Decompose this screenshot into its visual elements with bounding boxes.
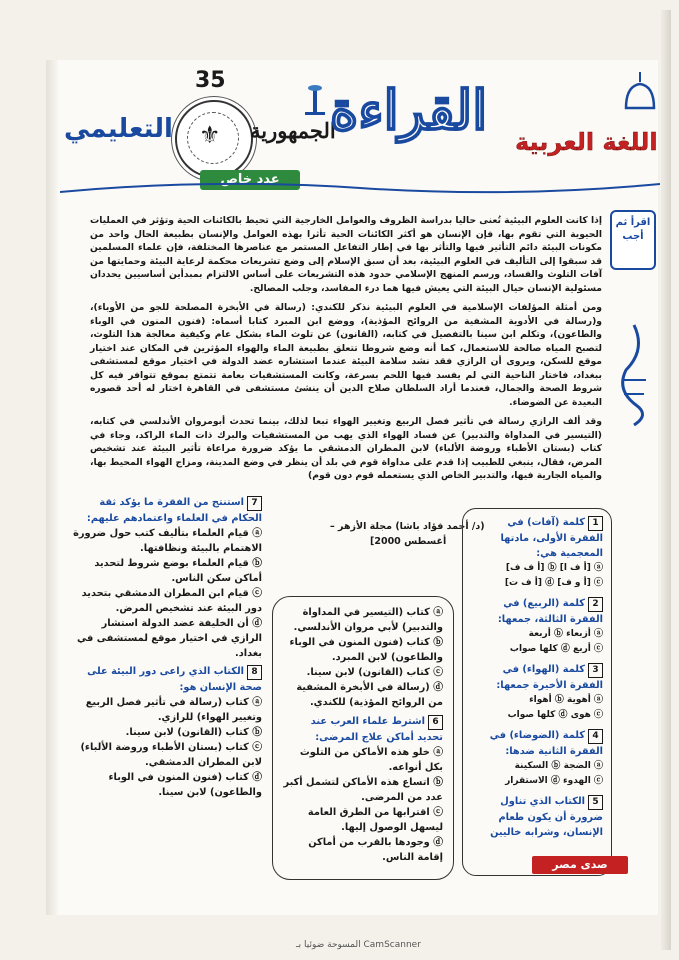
q1-option-d[interactable]: أ ف ت <box>508 578 538 588</box>
questions-left-column: 7استنتج من الفقرة ما يؤكد ثقة الحكام في العلماء واعتمادهم عليهم: ⓐ قيام العلماء بتأليف كتب حول ضرورة الاهتمام بالبيئة ونظافتها. ⓑ قيام العلماء بوضع شروط لتحديد أماكن سكن الناس. ⓒ قيام ابن المطران الدمشقي بتحديد دور البيئة عند تشخيص المرض. ⓓ أن الخليفة عضد الدولة استشار الرازي في اختيار موقع لمستشفى في بغداد. 8الكتاب الذي راعى دور البيئة على صحة الإنسان هو: ⓐ كتاب (رسالة في تأثير فصل الربيع وتغيير الهواء) للرازي. ⓑ كتاب (القانون) لابن سينا. ⓒ كتاب (بستان الأطباء وروضة الألباء) لابن المطران الدمشقي. ⓓ كتاب (فنون المنون في الوباء والطاعون) لابن سينا. <box>73 497 262 798</box>
question-number: 2 <box>588 597 603 612</box>
q8-option-c[interactable]: كتاب (بستان الأطباء وروضة الألباء) لابن المطران الدمشقي. <box>80 742 262 768</box>
q5-option-a[interactable]: كتاب (التيسير في المداواة والتدبير) لأبي مروان الأندلسي. <box>293 607 443 633</box>
q2-option-d[interactable]: كلها صواب <box>509 644 558 654</box>
ministry-seal-icon: ⚜ <box>175 100 253 178</box>
question-number: 4 <box>588 729 603 744</box>
q5-option-c[interactable]: كتاب (القانون) لابن سينا. <box>306 667 430 678</box>
masthead <box>60 60 660 195</box>
question-number: 1 <box>588 516 603 531</box>
q3-option-b[interactable]: أهواء <box>529 695 552 705</box>
edition-title: التعليمي <box>64 114 173 144</box>
q8-option-b[interactable]: كتاب (القانون) لابن سينا. <box>125 727 249 738</box>
q5-option-b[interactable]: كتاب (فنون المنون في الوباء والطاعون) لابن المبرد. <box>289 637 443 663</box>
q8-option-a[interactable]: كتاب (رسالة في تأثير فصل الربيع وتغيير الهواء) للرازي. <box>85 697 262 723</box>
question-2-text: كلمة (الربيع) في الفقرة الثالثة، جمعها: <box>497 598 603 625</box>
q6-option-d[interactable]: وجودها بالقرب من أماكن إقامة الناس. <box>308 837 443 863</box>
subject-language: اللغة العربية <box>515 128 658 156</box>
q6-option-a[interactable]: خلو هذه الأماكن من التلوث بكل أنواعه. <box>299 747 443 773</box>
q7-option-c[interactable]: قيام ابن المطران الدمشقي بتحديد دور البيئة عند تشخيص المرض. <box>81 588 262 614</box>
question-7-text: استنتج من الفقرة ما يؤكد ثقة الحكام في العلماء واعتمادهم عليهم: <box>86 497 262 524</box>
q1-option-c[interactable]: أ و ف <box>561 578 587 588</box>
q8-option-d[interactable]: كتاب (فنون المنون في الوباء والطاعون) لابن سينا. <box>108 772 262 798</box>
q7-option-d[interactable]: أن الخليفة عضد الدولة استشار الرازي في اختيار موقع لمستشفى في بغداد. <box>76 618 262 659</box>
q7-option-b[interactable]: قيام العلماء بوضع شروط لتحديد أماكن سكن الناس. <box>94 558 262 584</box>
passage-paragraph-3: وقد ألف الرازي رسالة في تأثير فصل الربيع وتغيير الهواء تبعا لذلك، بينما تحدث أبومروان الأندلسي في كتابه، (التيسير في المداواة والتدبير) عن فساد الهواء الذي يهب من المستشفيات والبرك ذات الماء الراكد، وجاء في كتاب (بستان الأطباء وروضة الألباء) لابن المطران الدمشقي ما يؤكد ضرورة مراعاة تأثير البيئة عند تشخيص المرض، فقال، ينبغي للطبيب إذا قدم على مداواة قوم في بلد أن ينظر في وضع المدينة، ومزاج الهواء المحيط بها، والمياه الجارية فيها، والتدبير الخاص الذي يستعمله قوم دون قوم) <box>90 416 602 481</box>
q2-option-a[interactable]: أزبعاء <box>566 629 591 639</box>
q4-option-b[interactable]: السكينة <box>514 761 549 771</box>
scanner-footer: CamScanner المسوحة ضوئيا بـ <box>296 940 421 950</box>
question-8-text: الكتاب الذي راعى دور البيئة على صحة الإنسان هو: <box>87 666 262 693</box>
q1-option-b[interactable]: أ ف ف <box>510 563 541 573</box>
question-number: 6 <box>428 715 443 730</box>
question-5-text: الكتاب الذي تناول ضرورة أن يكون طعام الإنسان، وشرابه خاليين <box>490 796 603 838</box>
header-divider <box>60 178 660 196</box>
q5-option-d[interactable]: (رسالة في الأبخرة المشفية من الروائح المؤذية) للكندي. <box>296 682 443 708</box>
q3-option-a[interactable]: أهوية <box>567 695 591 705</box>
q4-option-c[interactable]: الهدوء <box>563 776 591 786</box>
q4-option-a[interactable]: الضجة <box>563 761 591 771</box>
passage-source-date: أغسطس 2000] <box>370 536 447 547</box>
questions-middle-column: ⓐ كتاب (التيسير في المداواة والتدبير) لأبي مروان الأندلسي. ⓑ كتاب (فنون المنون في الوباء والطاعون) لابن المبرد. ⓒ كتاب (القانون) لابن سينا. ⓓ (رسالة في الأبخرة المشفية من الروائح المؤذية) للكندي. 6اشترط علماء العرب عند تحديد أماكن علاج المرضى: ⓐ خلو هذه الأماكن من التلوث بكل أنواعه. ⓑ اتساع هذه الأماكن لتشمل أكبر عدد من المرضى. ⓒ اقترابها من الطرق العامة ليسهل الوصول إليها. ⓓ وجودها بالقرب من أماكن إقامة الناس. <box>272 596 454 880</box>
newspaper-name: الجمهورية <box>250 118 336 143</box>
passage-paragraph-1: إذا كانت العلوم البيئية تُعنى حاليا بدراسة الظروف والعوامل الخارجية التي تحيط بالكائنات الحية وتؤثر في العمليات الحيوية التي تقوم بها، فإن الإنسان هو أكثر الكائنات الحية تأثرا بهذه العوامل والإنسان بطبيعة الحال واحد من مكونات البيئة دائم التأثير فيها والتأثر بها في إطار التفاعل المستمر مع عناصرها المختلفة، فإن علماء المسلمين قد سبقوا إلى التأليف في العلوم البيئية، بعد أن سبق الإسلام إلى وضع تشريعات محكمة لرعاية البيئة وحمايتها من آفات التلوث والفساد، ورسم المنهج الإسلامي حدود هذه التشريعات على أساس الالتزام بمبدأين أساسيين يحددان مسئولية الإنسان حيال البيئة التي يعيش فيها هما درء المفاسد، وجلب المصالح. <box>90 215 602 294</box>
cairo-tower-icon <box>300 82 330 116</box>
reading-passage <box>90 214 602 483</box>
question-6-text: اشترط علماء العرب عند تحديد أماكن علاج المرضى: <box>310 716 443 743</box>
q4-option-d[interactable]: الاستقرار <box>505 776 548 786</box>
questions-right-column: 1كلمة (آفات) في الفقرة الأولى، مادتها المعجمية هي: ⓐ [أ ف ا] ⓑ [أ ف ف] ⓒ [أ و ف] ⓓ [أ ف ت] 2كلمة (الربيع) في الفقرة الثالثة، جمعها: ⓐ أزبعاء ⓑ أربعة ⓒ أربع ⓓ كلها صواب 3كلمة (الهواء) في الفقرة الأخيرة جمعها: ⓐ أهوية ⓑ أهواء ⓒ هوى ⓓ كلها صواب 4كلمة (الضوضاء) في الفقرة الثانية ضدها: ⓐ الضجة ⓑ السكينة ⓒ الهدوء ⓓ الاستقرار 5الكتاب الذي تناول ضرورة أن يكون طعام الإنسان، وشرابه خاليين <box>462 508 612 876</box>
page-number: 35 <box>195 68 226 93</box>
q2-option-c[interactable]: أربع <box>573 644 591 654</box>
q2-option-b[interactable]: أربعة <box>528 629 551 639</box>
q1-option-a[interactable]: أ ف ا <box>563 563 587 573</box>
question-4-text: كلمة (الضوضاء) في الفقرة الثانية ضدها: <box>489 730 603 757</box>
passage-paragraph-2: ومن أمثلة المؤلفات الإسلامية في العلوم البيئية نذكر للكندي: (رسالة في الأبخرة المصلحة للجو من الأوباء)، و(رسالة في الأدوية المشفية من الروائح المؤذية)، ووضع ابن المبرد كتابا أسماه: (فنون المنون في الوباء والطاعون)، وتكلم ابن سينا بالتفصيل في كتابه، (القانون) عن تلوث الماء بشكل عام وكيفية معالجة هذا التلوث، لتصبح المياه صالحة للاستعمال، كما أنه وضع شروطا تتعلق بطبيعة الماء والهواء المؤثرين في المكان عند اختيار موقع للسكن، ويروى أن الرازي فقد نشد سلامة البيئة عندما استشاره عضد الدولة في اختيار موقع لمستشفى ببغداد، فاختار الناحية التي لم يفسد فيها اللحم بسرعة، وكانت المستشفيات بعامة تتمتع بموقع تتوافر فيه كل شروط الصحة والجمال، فعندما أراد السلطان صلاح الدين أن ينشئ مستشفى في القاهرة اختار له أحد قصوره البعيدة عن الضوضاء. <box>90 302 602 408</box>
special-issue-badge: عدد خاص <box>200 170 300 190</box>
mosque-dome-icon <box>620 68 660 128</box>
q3-option-c[interactable]: هوى <box>570 710 591 720</box>
question-number: 8 <box>247 665 262 680</box>
question-number: 5 <box>588 795 603 810</box>
passage-source: (د/ أحمد فؤاد باشا) مجلة الأزهر – <box>330 521 485 532</box>
read-then-answer-emblem: اقرأ ثم أجب <box>610 210 656 270</box>
question-number: 3 <box>588 663 603 678</box>
subject-title: القراءة <box>330 78 488 142</box>
question-1-text: كلمة (آفات) في الفقرة الأولى، مادتها المعجمية هي: <box>500 517 603 559</box>
q6-option-c[interactable]: اقترابها من الطرق العامة ليسهل الوصول إليها. <box>307 807 443 833</box>
q3-option-d[interactable]: كلها صواب <box>507 710 556 720</box>
question-3-text: كلمة (الهواء) في الفقرة الأخيرة جمعها: <box>496 664 603 691</box>
question-number: 7 <box>247 496 262 511</box>
calligraphy-ornament-icon <box>616 320 652 430</box>
page-edge <box>661 10 671 950</box>
q7-option-a[interactable]: قيام العلماء بتأليف كتب حول ضرورة الاهتمام بالبيئة ونظافتها. <box>73 528 262 554</box>
site-watermark: صدى مصر <box>532 856 628 874</box>
q6-option-b[interactable]: اتساع هذه الأماكن لتشمل أكبر عدد من المرضى. <box>283 777 443 803</box>
